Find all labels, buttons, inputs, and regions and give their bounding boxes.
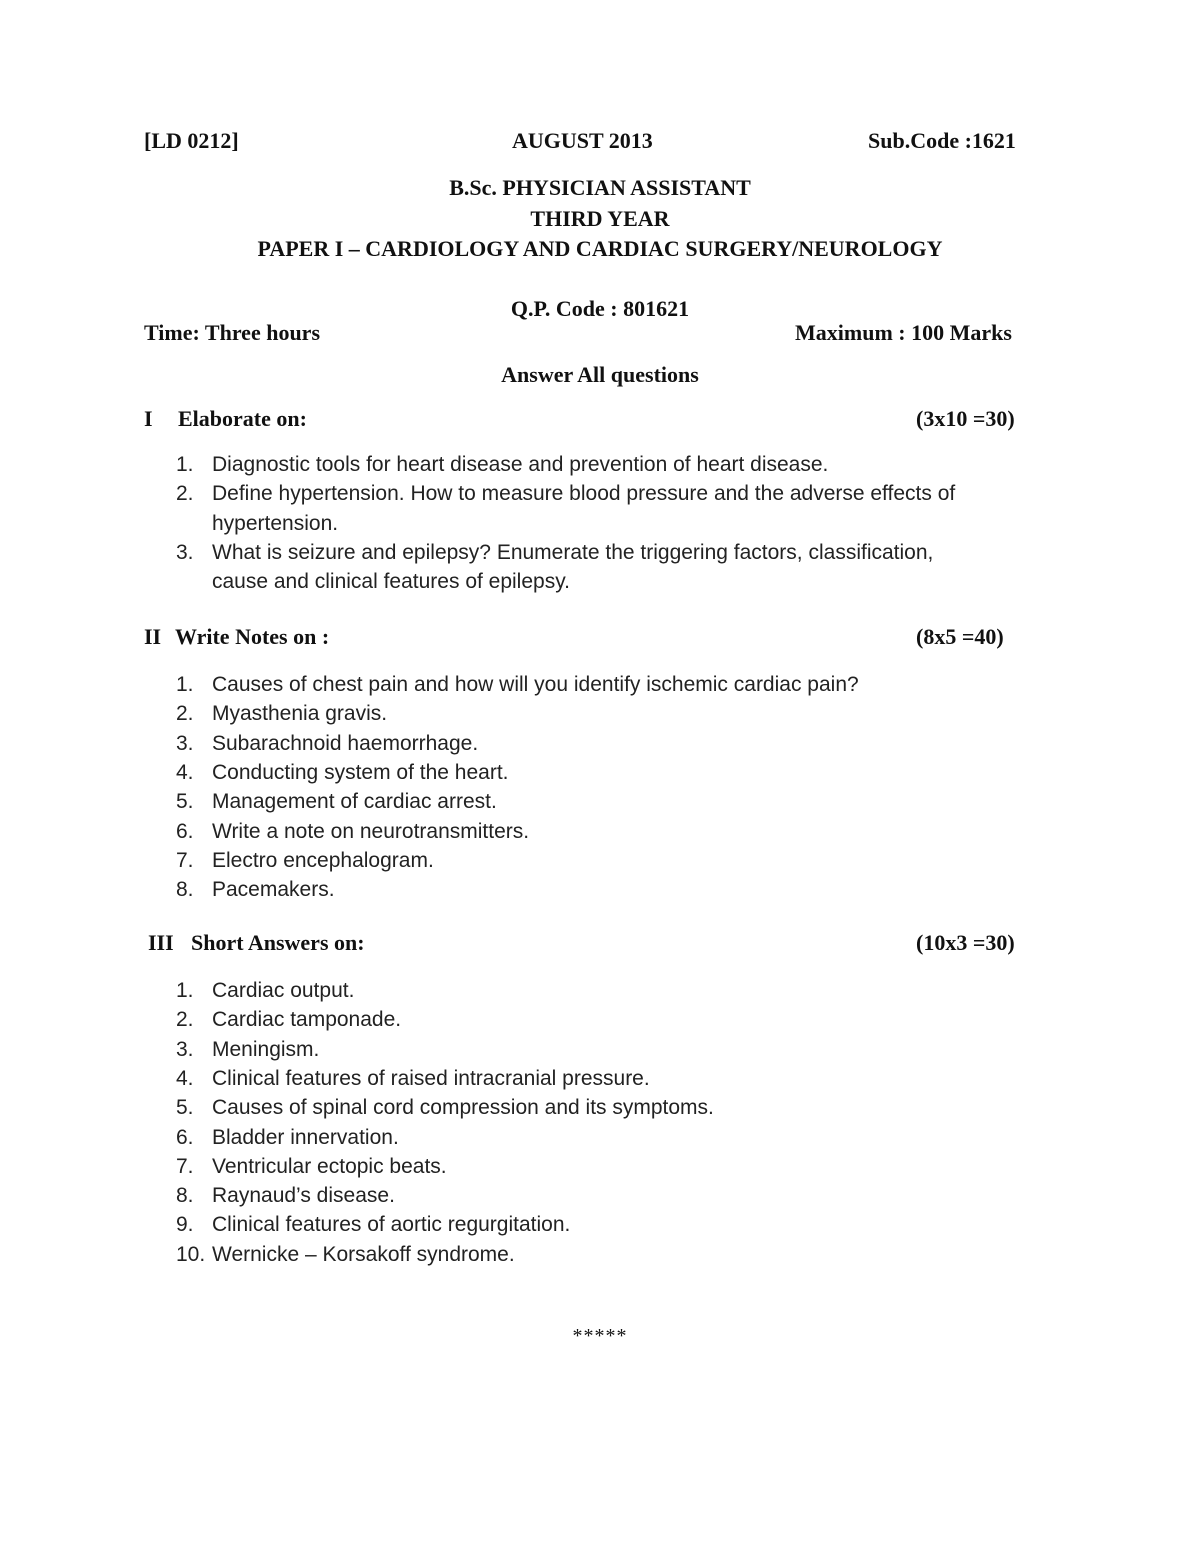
question-number: 4. bbox=[176, 760, 194, 784]
question-number: 2. bbox=[176, 482, 194, 506]
section-1-roman: I bbox=[144, 406, 153, 431]
question-number: 7. bbox=[176, 848, 194, 872]
question-number: 3. bbox=[176, 731, 194, 755]
question-number: 6. bbox=[176, 1125, 194, 1149]
question-number: 2. bbox=[176, 702, 194, 726]
question-text: Diagnostic tools for heart disease and prevention of heart disease. bbox=[212, 453, 829, 476]
qp-code: Q.P. Code : 801621 bbox=[510, 296, 690, 321]
question-text: Bladder innervation. bbox=[212, 1125, 399, 1149]
question-text: Cardiac tamponade. bbox=[212, 1008, 402, 1032]
question-number: 1. bbox=[176, 979, 194, 1002]
paper-title: PAPER I – CARDIOLOGY AND CARDIAC SURGERY/NEUROLOGY bbox=[257, 236, 943, 261]
section-2-heading: Write Notes on : bbox=[175, 624, 330, 649]
section-1-heading: Elaborate on: bbox=[178, 406, 307, 431]
subject-code: Sub.Code :1621 bbox=[868, 128, 1016, 153]
question-number: 8. bbox=[176, 878, 194, 902]
exam-duration: Time: Three hours bbox=[144, 320, 321, 345]
section-3-marks: (10x3 =30) bbox=[916, 930, 1015, 955]
question-text: Causes of spinal cord compression and its symptoms. bbox=[212, 1096, 714, 1120]
question-number: 7. bbox=[176, 1154, 194, 1178]
degree-title: B.Sc. PHYSICIAN ASSISTANT bbox=[449, 175, 751, 200]
section-1-marks: (3x10 =30) bbox=[916, 406, 1015, 431]
question-text: cause and clinical features of epilepsy. bbox=[212, 570, 570, 594]
question-text: Cardiac output. bbox=[212, 979, 355, 1002]
end-marker: ***** bbox=[572, 1325, 628, 1347]
question-text: Myasthenia gravis. bbox=[212, 702, 388, 726]
question-number: 3. bbox=[176, 540, 194, 564]
question-number: 1. bbox=[176, 453, 194, 476]
question-number: 4. bbox=[176, 1066, 194, 1090]
question-text: Electro encephalogram. bbox=[212, 848, 434, 872]
question-number: 6. bbox=[176, 819, 194, 843]
question-text: Meningism. bbox=[212, 1037, 320, 1061]
paper-reference: [LD 0212] bbox=[144, 128, 239, 153]
question-text: Management of cardiac arrest. bbox=[212, 790, 497, 814]
question-number: 5. bbox=[176, 1096, 194, 1120]
question-text: Wernicke – Korsakoff syndrome. bbox=[212, 1242, 515, 1266]
question-text: Pacemakers. bbox=[212, 878, 335, 902]
question-text: Conducting system of the heart. bbox=[212, 760, 509, 784]
question-text: Clinical features of raised intracranial pressure. bbox=[212, 1066, 650, 1090]
exam-month: AUGUST 2013 bbox=[512, 128, 653, 153]
section-2-marks: (8x5 =40) bbox=[916, 624, 1004, 649]
question-text: Define hypertension. How to measure blood pressure and the adverse effects of bbox=[212, 482, 956, 506]
question-text: Raynaud’s disease. bbox=[212, 1184, 395, 1208]
year-title: THIRD YEAR bbox=[530, 206, 670, 231]
question-text: hypertension. bbox=[212, 511, 339, 535]
question-text: Subarachnoid haemorrhage. bbox=[212, 731, 479, 755]
instruction: Answer All questions bbox=[501, 362, 699, 387]
question-number: 9. bbox=[176, 1213, 194, 1237]
section-3-heading: Short Answers on: bbox=[191, 930, 365, 955]
section-2-roman: II bbox=[144, 624, 162, 649]
maximum-marks: Maximum : 100 Marks bbox=[795, 320, 1012, 345]
question-text: Write a note on neurotransmitters. bbox=[212, 819, 530, 843]
question-number: 3. bbox=[176, 1037, 194, 1061]
question-text: What is seizure and epilepsy? Enumerate the triggering factors, classification, bbox=[212, 540, 934, 564]
question-text: Clinical features of aortic regurgitation. bbox=[212, 1213, 571, 1237]
question-text: Ventricular ectopic beats. bbox=[212, 1154, 447, 1178]
question-number: 2. bbox=[176, 1008, 194, 1032]
question-number: 5. bbox=[176, 790, 194, 814]
question-number: 10. bbox=[176, 1242, 206, 1266]
question-text: Causes of chest pain and how will you identify ischemic cardiac pain? bbox=[212, 673, 859, 696]
question-number: 1. bbox=[176, 673, 194, 696]
question-number: 8. bbox=[176, 1184, 194, 1208]
section-3-roman: III bbox=[148, 930, 174, 955]
